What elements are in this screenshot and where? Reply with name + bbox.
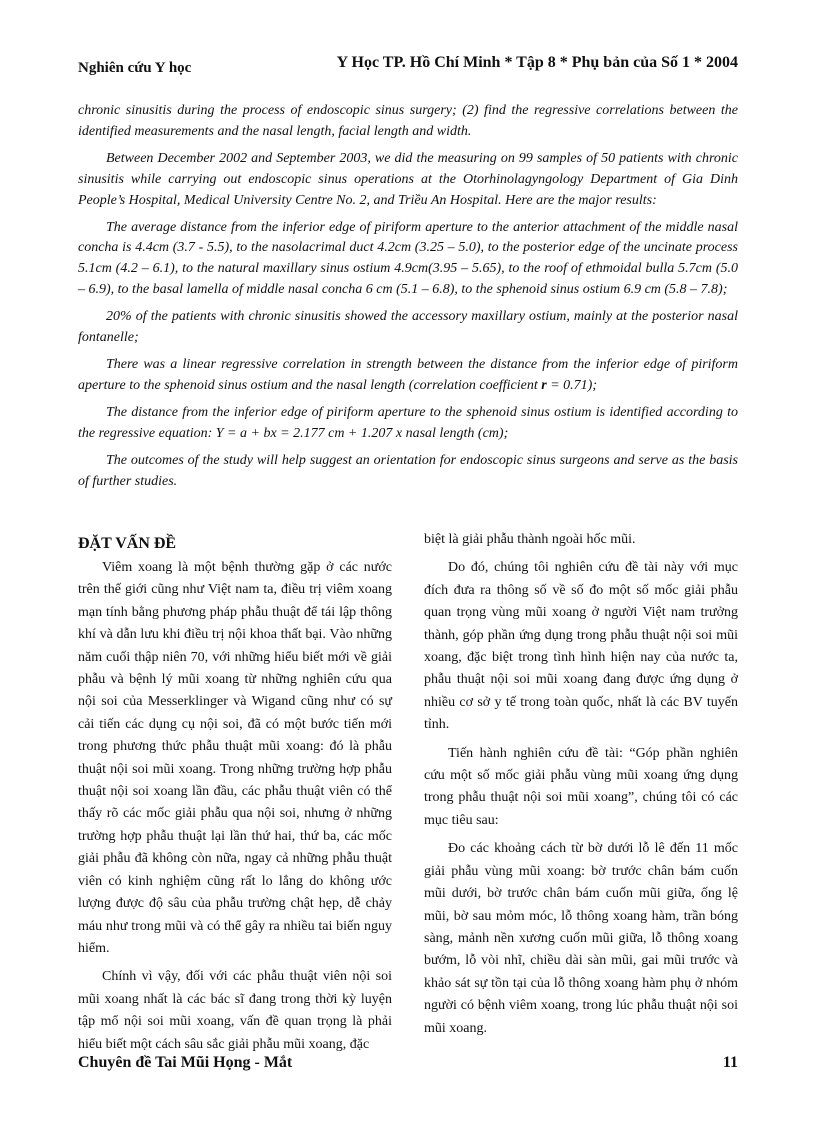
abstract-paragraph-6: The distance from the inferior edge of piriform aperture to the sphenoid sinus ostium is identified according to the regressive equation: Y = a + bx = 2.177 cm + 1.207 x nasal length (cm); — [78, 404, 738, 441]
right-paragraph-1: Do đó, chúng tôi nghiên cứu đề tài này với mục đích đưa ra thông số về số đo một số mốc giải phẫu quan trọng vùng mũi xoang ở người Việt nam trưởng thành, góp phần ứng dụng trong phẫu thuật nội soi mũi xoang, đặc biệt trong tình hình hiện nay của nước ta, phẫu thuật nội soi mũi xoang đang được ứng dụng ở nhiều cơ sở y tế trong toàn quốc, nhất là các BV tuyến tỉnh. — [424, 560, 738, 733]
right-column — [424, 529, 738, 1046]
header-section-label: Nghiên cứu Y học — [78, 60, 192, 76]
correlation-symbol: r — [541, 377, 547, 393]
right-paragraph-3: Đo các khoảng cách từ bờ dưới lỗ lê đến 11 mốc giải phẫu vùng mũi xoang: bờ trước chân bám cuốn mũi dưới, bờ trước chân bám cuốn mũi giữa, ống lệ mũi, bờ sau mỏm móc, lỗ thông xoang hàm, trần bóng sàng, mảnh nền xương cuốn mũi giữa, lỗ thông xoang bướm, lỗ vòi nhĩ, chiều dài sàn mũi, gai mũi trước và khảo sát sự tồn tại của lỗ thông xoang hàm phụ ở nhóm người có bệnh viêm xoang, trong lúc phẫu thuật nội soi mũi xoang. — [424, 841, 738, 1036]
abstract-paragraph-5-text-b: = 0.71); — [546, 377, 597, 393]
continued-paragraph: biệt là giải phẫu thành ngoài hốc mũi. — [424, 532, 636, 547]
abstract-paragraph-5-text-a: There was a linear regressive correlation in strength between the distance from the inferior edge of piriform aperture to the sphenoid sinus ostium and the nasal length (correlation coefficient — [78, 356, 738, 393]
header-journal-title: Y Học TP. Hồ Chí Minh * Tập 8 * Phụ bản của Số 1 * 2004 — [336, 54, 738, 71]
abstract-paragraph-4: 20% of the patients with chronic sinusitis showed the accessory maxillary ostium, mainly at the posterior nasal fontanelle; — [78, 309, 738, 346]
footer-topic: Chuyên đề Tai Mũi Họng - Mắt — [78, 1054, 293, 1071]
abstract-paragraph-1: chronic sinusitis during the process of endoscopic sinus surgery; (2) find the regressive correlations between the identified measurements and the nasal length, facial length and width. — [78, 103, 738, 139]
intro-paragraph-2: Chính vì vậy, đối với các phẫu thuật viên nội soi mũi xoang nhất là các bác sĩ đang trong thời kỳ luyện tập mổ nội soi mũi xoang, vấn đề quan trọng là phải hiểu biết một cách sâu sắc giải phẫu mũi xoang, đặc — [78, 969, 392, 1052]
page-number: 11 — [722, 1054, 738, 1071]
abstract-paragraph-2: Between December 2002 and September 2003, we did the measuring on 99 samples of 50 patients with chronic sinusitis while carrying out endoscopic sinus operations at the Otorhinolagyngology Department of Gia Dinh People’s Hospital, Medical University Centre No. 2, and Triều An Hospital. Here are the major results: — [78, 150, 738, 208]
section-title: ĐẶT VẤN ĐỀ — [78, 535, 177, 552]
left-column — [78, 533, 392, 1062]
right-paragraph-2: Tiến hành nghiên cứu đề tài: “Góp phần nghiên cứu một số mốc giải phẫu vùng mũi xoang ứng dụng trong phẫu thuật nội soi mũi xoang”, chúng tôi có các mục tiêu sau: — [424, 745, 738, 828]
abstract-paragraph-7: The outcomes of the study will help suggest an orientation for endoscopic sinus surgeons and serve as the basis of further studies. — [78, 452, 738, 489]
page-header — [78, 54, 738, 78]
intro-paragraph-1: Viêm xoang là một bệnh thường gặp ở các nước trên thế giới cũng như Việt nam ta, điều trị viêm xoang mạn tính bằng phương pháp phẫu thuật để tái lập thông khí và dẫn lưu khi điều trị nội khoa thất bại. Vào những năm cuối thập niên 70, với những hiểu biết mới về giải phẫu và bệnh lý mũi xoang từ những nghiên cứu qua nội soi của Messerklinger và Wigand cũng như có sự cải tiến các dụng cụ nội soi, đã có một bước tiến mới trong phương thức phẫu thuật mũi xoang: đó là phẫu thuật nội soi mũi xoang. Trong những trường hợp phẫu thuật nội soi xoang lần đầu, các phẫu thuật viên có thể thấy rõ các mốc giải phẫu qua nội soi, nhưng ở những trường hợp phẫu thuật lại lần thứ hai, thứ ba, các mốc giải phẫu đã không còn nữa, ngay cả những phẫu thuật viên có kinh nghiệm cũng rất lo lắng do không ước lượng được độ sâu của phẫu trường chật hẹp, dễ chảy máu như trong mũi và có thể gây ra nhiều tai biến nguy hiểm. — [78, 560, 392, 956]
abstract-paragraph-5 — [78, 355, 738, 397]
abstract-paragraph-3: The average distance from the inferior edge of piriform aperture to the anterior attachment of the middle nasal concha is 4.4cm (3.7 - 5.5), to the nasolacrimal duct 4.2cm (3.25 – 5.0), to the posterior edge of the uncinate process 5.1cm (4.2 – 6.1), to the natural maxillary sinus ostium 4.9cm(3.95 – 5.65), to the roof of ethmoidal bulla 5.7cm (5.0 – 6.9), to the basal lamella of middle nasal concha 6 cm (5.1 – 6.8), to the sphenoid sinus ostium 6.9 cm (5.8 – 7.8); — [78, 219, 738, 298]
english-abstract — [78, 101, 738, 498]
page-footer — [78, 1054, 738, 1078]
